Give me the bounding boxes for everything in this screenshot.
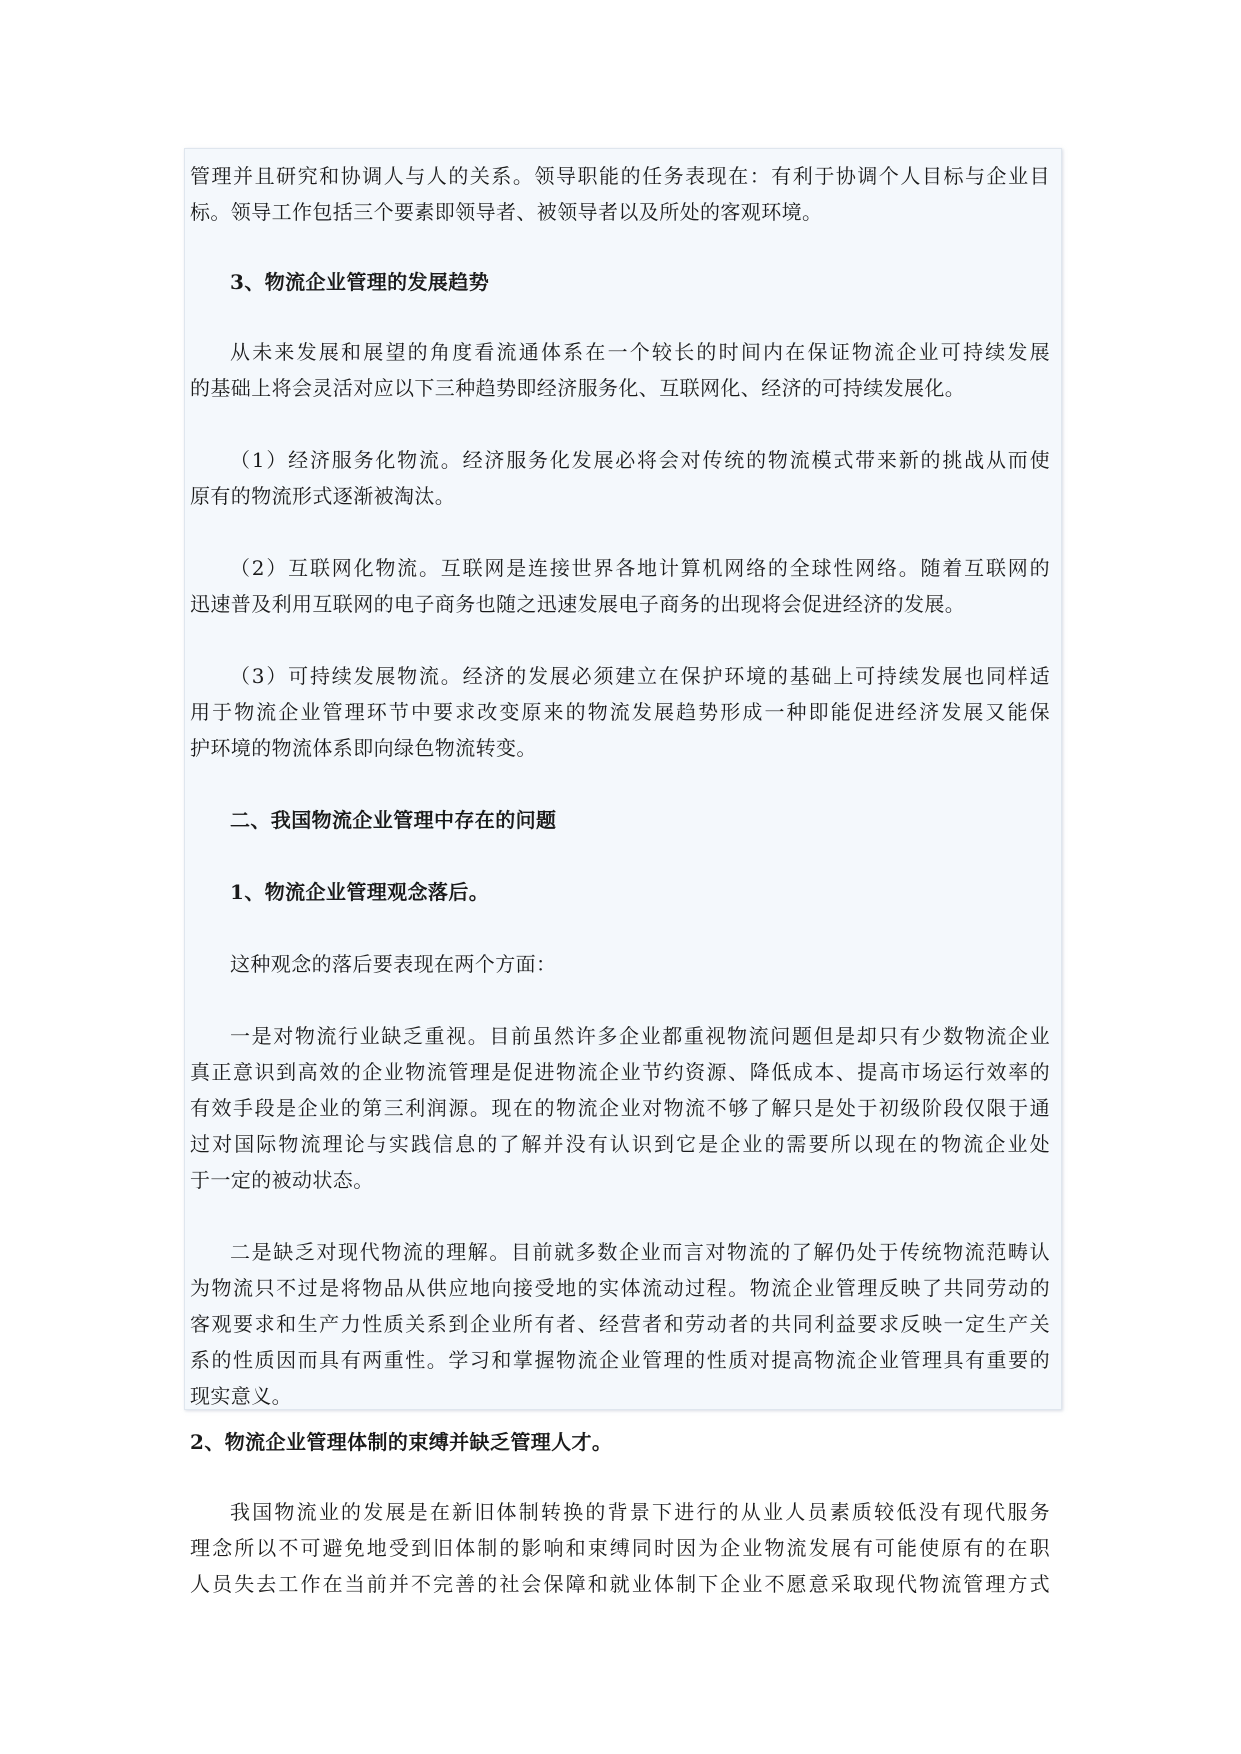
text-line: 原有的物流形式逐渐被淘汰。 — [190, 484, 456, 508]
text-line: （3）可持续发展物流。经济的发展必须建立在保护环境的基础上可持续发展也同样适 — [230, 664, 1050, 688]
section-heading: 二、我国物流企业管理中存在的问题 — [230, 808, 557, 832]
text-line: 从未来发展和展望的角度看流通体系在一个较长的时间内在保证物流企业可持续发展 — [230, 340, 1050, 364]
text-line: 护环境的物流体系即向绿色物流转变。 — [190, 736, 537, 760]
text-line: 有效手段是企业的第三利润源。现在的物流企业对物流不够了解只是处于初级阶段仅限于通 — [190, 1096, 1050, 1120]
text-line: （1）经济服务化物流。经济服务化发展必将会对传统的物流模式带来新的挑战从而使 — [230, 448, 1050, 472]
text-line: 理念所以不可避免地受到旧体制的影响和束缚同时因为企业物流发展有可能使原有的在职 — [190, 1536, 1050, 1560]
text-line: 为物流只不过是将物品从供应地向接受地的实体流动过程。物流企业管理反映了共同劳动的 — [190, 1276, 1050, 1300]
text-line: 系的性质因而具有两重性。学习和掌握物流企业管理的性质对提高物流企业管理具有重要的 — [190, 1348, 1050, 1372]
text-line: 过对国际物流理论与实践信息的了解并没有认识到它是企业的需要所以现在的物流企业处 — [190, 1132, 1050, 1156]
text-line: 管理并且研究和协调人与人的关系。领导职能的任务表现在：有利于协调个人目标与企业目 — [190, 164, 1050, 188]
text-line: 迅速普及利用互联网的电子商务也随之迅速发展电子商务的出现将会促进经济的发展。 — [190, 592, 966, 616]
text-line: 一是对物流行业缺乏重视。目前虽然许多企业都重视物流问题但是却只有少数物流企业 — [230, 1024, 1050, 1048]
text-line: 用于物流企业管理环节中要求改变原来的物流发展趋势形成一种即能促进经济发展又能保 — [190, 700, 1050, 724]
text-line: 标。领导工作包括三个要素即领导者、被领导者以及所处的客观环境。 — [190, 200, 823, 224]
text-line: 于一定的被动状态。 — [190, 1168, 374, 1192]
text-line: 真正意识到高效的企业物流管理是促进物流企业节约资源、降低成本、提高市场运行效率的 — [190, 1060, 1050, 1084]
text-line: 现实意义。 — [190, 1384, 292, 1408]
section-heading: 1、物流企业管理观念落后。 — [230, 880, 490, 904]
section-heading: 3、物流企业管理的发展趋势 — [230, 270, 490, 294]
text-line: 这种观念的落后要表现在两个方面： — [230, 952, 557, 976]
text-line: 人员失去工作在当前并不完善的社会保障和就业体制下企业不愿意采取现代物流管理方式 — [190, 1572, 1050, 1596]
text-line: （2）互联网化物流。互联网是连接世界各地计算机网络的全球性网络。随着互联网的 — [230, 556, 1050, 580]
text-line: 二是缺乏对现代物流的理解。目前就多数企业而言对物流的了解仍处于传统物流范畴认 — [230, 1240, 1050, 1264]
section-heading: 2、物流企业管理体制的束缚并缺乏管理人才。 — [190, 1430, 613, 1454]
text-line: 的基础上将会灵活对应以下三种趋势即经济服务化、互联网化、经济的可持续发展化。 — [190, 376, 966, 400]
text-line: 客观要求和生产力性质关系到企业所有者、经营者和劳动者的共同利益要求反映一定生产关 — [190, 1312, 1050, 1336]
text-line: 我国物流业的发展是在新旧体制转换的背景下进行的从业人员素质较低没有现代服务 — [230, 1500, 1050, 1524]
